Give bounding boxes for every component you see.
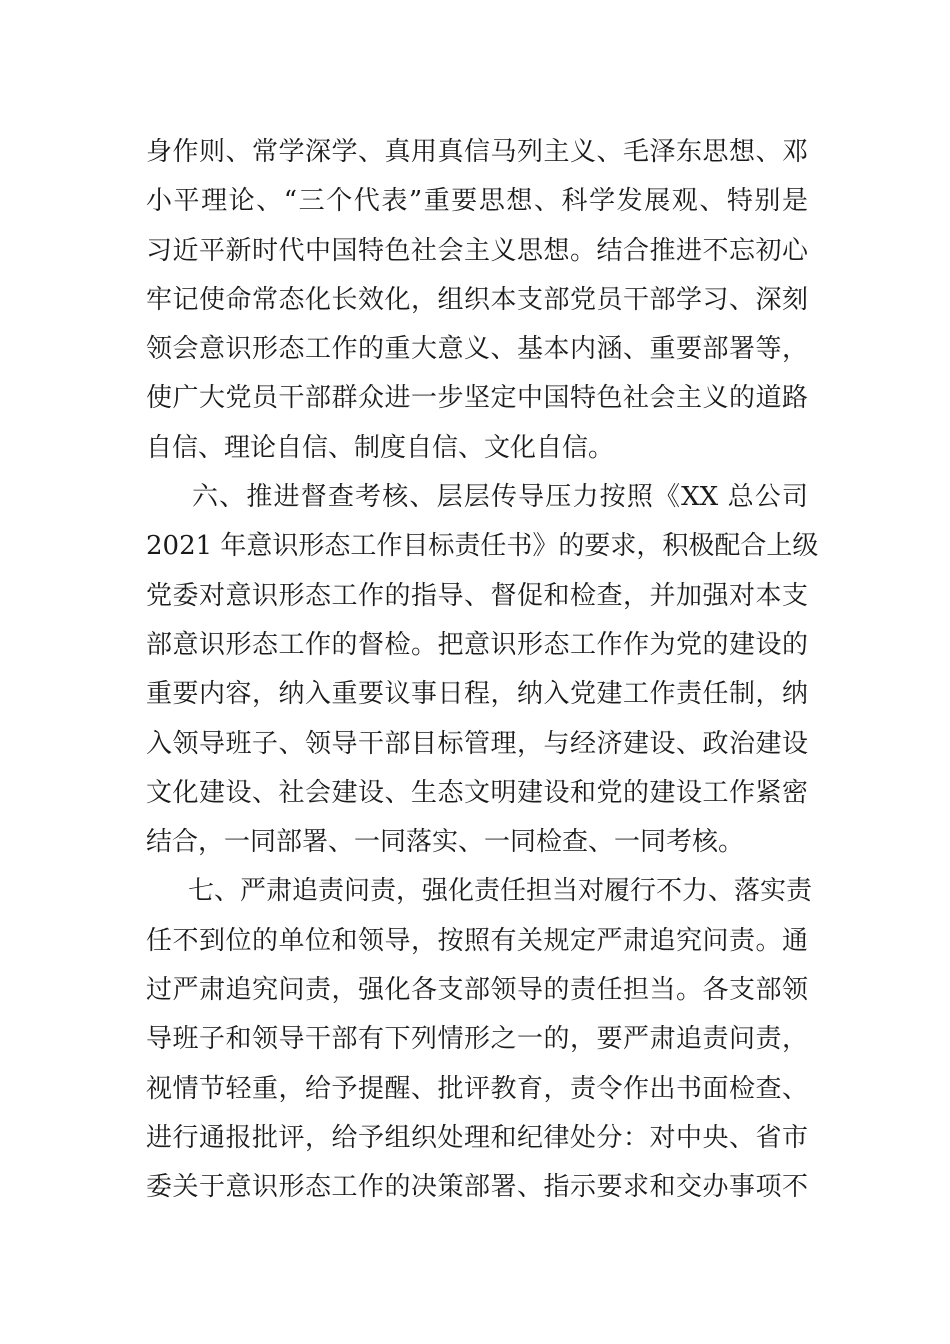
paragraph-section-six: [146, 473, 819, 867]
text-line: 导班子和领导干部有下列情形之一的，要严肃追责问责，: [146, 1024, 808, 1055]
text-line: 七、严肃追责问责，强化责任担当对履行不力、落实责: [188, 876, 813, 907]
text-line: 习近平新时代中国特色社会主义思想。结合推进不忘初心: [146, 235, 808, 266]
text-line: 重要内容，纳入重要议事日程，纳入党建工作责任制，纳: [146, 679, 808, 710]
text-line: 六、推进督查考核、层层传导压力按照《XX 总公司: [192, 482, 808, 513]
text-line: 领会意识形态工作的重大意义、基本内涵、重要部署等，: [146, 334, 808, 365]
text-line: 使广大党员干部群众进一步坚定中国特色社会主义的道路: [146, 383, 808, 414]
text-line: 文化建设、社会建设、生态文明建设和党的建设工作紧密: [146, 777, 808, 808]
text-line: 2021 年意识形态工作目标责任书》的要求，积极配合上级: [146, 531, 819, 562]
text-line: 自信、理论自信、制度自信、文化自信。: [146, 432, 615, 463]
text-line: 身作则、常学深学、真用真信马列主义、毛泽东思想、邓: [146, 137, 808, 167]
text-line: 部意识形态工作的督检。把意识形态工作作为党的建设的: [146, 629, 808, 660]
text-line: 过严肃追究问责，强化各支部领导的责任担当。各支部领: [146, 975, 808, 1006]
text-line: 结合，一同部署、一同落实、一同检查、一同考核。: [146, 827, 745, 858]
text-line: 牢记使命常态化长效化，组织本支部党员干部学习、深刻: [146, 284, 808, 315]
text-line: 视情节轻重，给予提醒、批评教育，责令作出书面检查、: [146, 1073, 808, 1104]
paragraph-continued: [146, 128, 808, 473]
document-body: [146, 128, 819, 1213]
text-line: 小平理论、“三个代表”重要思想、科学发展观、特别是: [146, 186, 808, 217]
text-line: 进行通报批评，给予组织处理和纪律处分：对中央、省市: [146, 1122, 808, 1153]
paragraph-section-seven: [146, 867, 813, 1212]
text-line: 任不到位的单位和领导，按照有关规定严肃追究问责。通: [146, 925, 808, 956]
text-line: 委关于意识形态工作的决策部署、指示要求和交办事项不: [146, 1172, 808, 1203]
text-line: 入领导班子、领导干部目标管理，与经济建设、政治建设: [146, 728, 808, 759]
text-line: 党委对意识形态工作的指导、督促和检查，并加强对本支: [146, 580, 808, 611]
